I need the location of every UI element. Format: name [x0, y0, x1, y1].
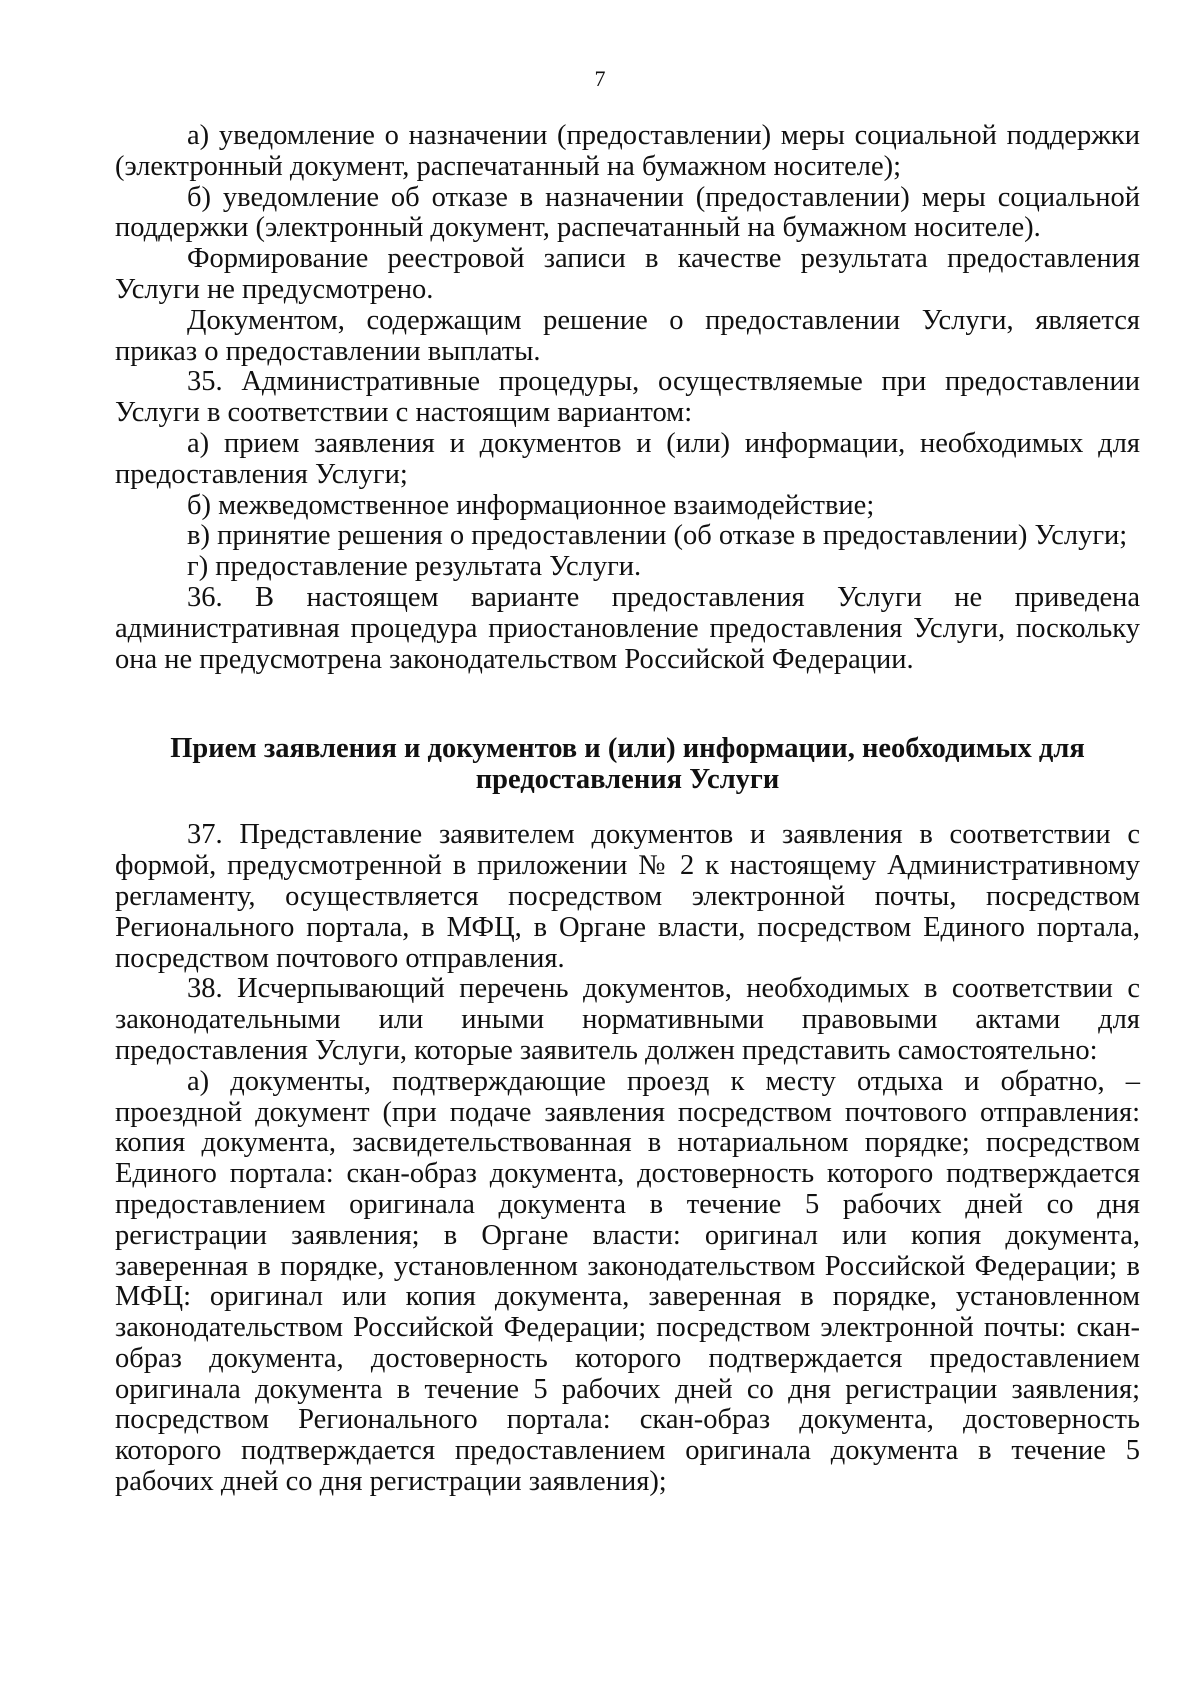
- section-heading: [115, 733, 1140, 795]
- list-item-a-reception: а) прием заявления и документов и (или) информации, необходимых для предоставления Услуги;: [115, 427, 1140, 490]
- list-item-a-travel-documents: а) документы, подтверждающие проезд к месту отдыха и обратно, – проездной документ (при подаче заявления посредством почтового отправления: копия документа, засвидетельствованная в нотариальном порядке; посредством Единого портала: скан-образ документа, достоверность которого подтверждается предоставлением оригинала документа в течение 5 рабочих дней со дня регистрации заявления; в Органе власти: оригинал или копия документа, заверенная в порядке, установленном законодательством Российской Федерации; в МФЦ: оригинал или копия документа, заверенная в порядке, установленном законодательством Российской Федерации; посредством электронной почты: скан-образ документа, достоверность которого подтверждается предоставлением оригинала документа в течение 5 рабочих дней со дня регистрации заявления; посредством Регионального портала: скан-образ документа, достоверность которого подтверждается предоставлением оригинала документа в течение 5 рабочих дней со дня регистрации заявления);: [115, 1065, 1140, 1498]
- section-heading-line1: Прием заявления и документов и (или) информации, необходимых для: [170, 733, 1085, 765]
- paragraph-notice-refusal: б) уведомление об отказе в назначении (предоставлении) меры социальной поддержки (электронный документ, распечатанный на бумажном носителе).: [115, 181, 1140, 244]
- paragraph-38-documents-list: 38. Исчерпывающий перечень документов, необходимых в соответствии с законодательными или иными нормативными правовыми актами для предоставления Услуги, которые заявитель должен представить самостоятельно:: [115, 973, 1140, 1066]
- spacer: [115, 675, 1140, 733]
- paragraph-decision-document: Документом, содержащим решение о предоставлении Услуги, является приказ о предоставлении выплаты.: [115, 304, 1140, 367]
- list-item-b-interagency: б) межведомственное информационное взаимодействие;: [187, 489, 875, 521]
- page-number: 7: [594, 66, 606, 91]
- paragraph-35-procedures: 35. Административные процедуры, осуществляемые при предоставлении Услуги в соответствии с настоящим вариантом:: [115, 366, 1140, 429]
- paragraph-notice-appointment: а) уведомление о назначении (предоставлении) меры социальной поддержки (электронный документ, распечатанный на бумажном носителе);: [115, 120, 1140, 182]
- paragraph-36-suspension: 36. В настоящем варианте предоставления Услуги не приведена административная процедура приостановление предоставления Услуги, поскольку она не предусмотрена законодательством Российской Федерации.: [115, 581, 1140, 675]
- list-item-g-result: г) предоставление результата Услуги.: [187, 551, 642, 583]
- paragraph-37-submission: 37. Представление заявителем документов и заявления в соответствии с формой, предусмотренной в приложении № 2 к настоящему Административному регламенту, осуществляется посредством электронной почты, посредством Регионального портала, в МФЦ, в Органе власти, посредством Единого портала, посредством почтового отправления.: [115, 819, 1140, 974]
- spacer: [115, 795, 1140, 820]
- section-heading-line2: предоставления Услуги: [475, 764, 780, 796]
- list-item-v-decision: в) принятие решения о предоставлении (об отказе в предоставлении) Услуги;: [187, 520, 1128, 552]
- document-body: [115, 121, 1140, 1498]
- paragraph-registry-record: Формирование реестровой записи в качестве результата предоставления Услуги не предусмотрено.: [115, 243, 1140, 305]
